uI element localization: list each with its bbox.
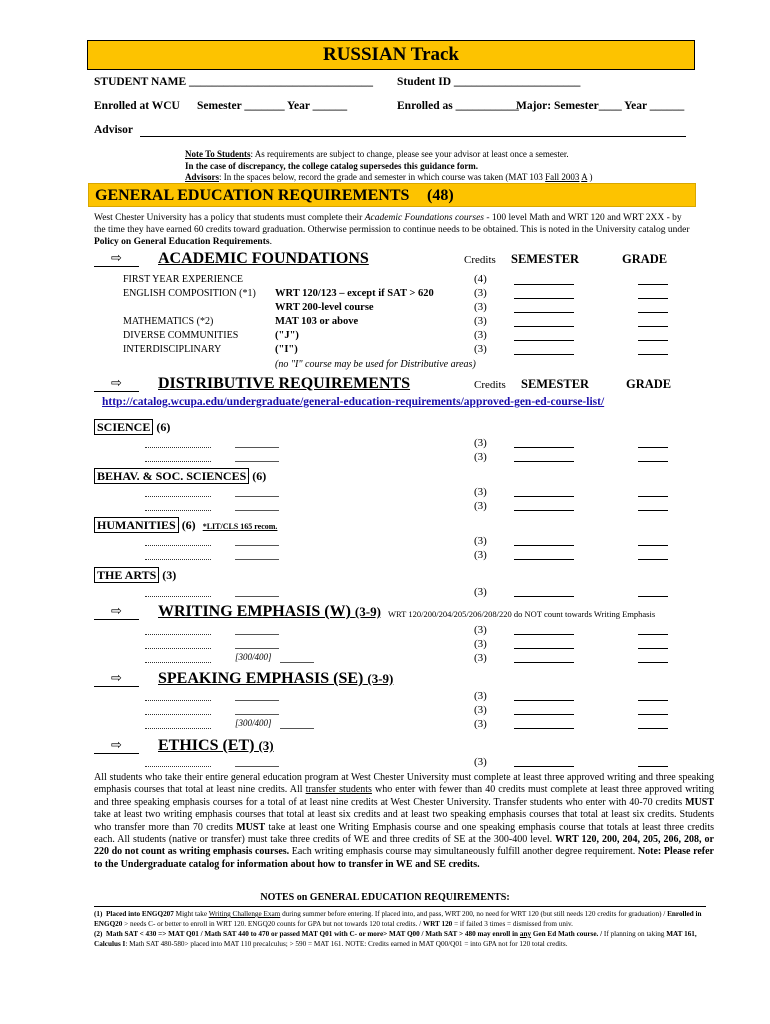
semester-blank[interactable] (514, 354, 574, 355)
af-course: WRT 200-level course (275, 302, 374, 313)
af-requirement-label: FIRST YEAR EXPERIENCE (123, 274, 244, 285)
academic-foundations-heading: ACADEMIC FOUNDATIONS (158, 250, 369, 267)
af-credits: (3) (474, 287, 487, 299)
course-blank[interactable] (145, 496, 211, 497)
course-blank[interactable] (235, 496, 279, 497)
course-blank[interactable] (235, 766, 279, 767)
grade-blank[interactable] (638, 634, 668, 635)
gen-ed-heading: GENERAL EDUCATION REQUIREMENTS (48) (88, 183, 696, 207)
grade-blank[interactable] (638, 766, 668, 767)
writing-emphasis-heading: WRITING EMPHASIS (W) (3-9) (158, 603, 381, 620)
course-blank[interactable] (235, 447, 279, 448)
enrolled-at-label: Enrolled at WCU (94, 100, 180, 112)
grade-blank[interactable] (638, 545, 668, 546)
discrepancy-note: In the case of discrepancy, the college catalog supersedes this guidance form. (185, 161, 479, 171)
grade-blank[interactable] (638, 340, 668, 341)
major-field[interactable]: Major: Semester____ Year ______ (516, 100, 685, 112)
enrolled-as-field[interactable]: Enrolled as ___________ (397, 100, 519, 112)
credits-header: Credits (474, 379, 506, 391)
course-blank[interactable] (145, 634, 211, 635)
student-id-field[interactable]: Student ID ______________________ (397, 76, 581, 88)
arrow-icon: ⇨ (94, 671, 139, 687)
credits-value: (3) (474, 451, 487, 463)
credits-value: (3) (474, 586, 487, 598)
credits-value: (3) (474, 652, 487, 664)
arrow-icon: ⇨ (94, 604, 139, 620)
note-2: (2) Math SAT < 430 => MAT Q01 / Math SAT 440 to 470 or passed MAT Q01 with C- or more> MAT Q00 / Math SAT > 480 may enroll in any Gen Ed Math course. / If planning on taking MAT 161, Calculus I: Math SAT 480-580> placed into MAT 110 precalculus; > 590 = MAT 161. NOTE: Credits earned in MAT Q00/Q01 = into GPA not for 120 total credits. (94, 930, 697, 948)
arrow-icon: ⇨ (94, 251, 139, 267)
semester-field[interactable]: Semester _______ (197, 100, 285, 112)
grade-blank[interactable] (638, 662, 668, 663)
grade-blank[interactable] (638, 559, 668, 560)
course-blank[interactable] (145, 662, 211, 663)
arrow-icon: ⇨ (94, 376, 139, 392)
advisor-label: Advisor (94, 124, 133, 136)
course-blank[interactable] (235, 714, 279, 715)
distributive-heading: DISTRIBUTIVE REQUIREMENTS (158, 375, 411, 392)
course-blank[interactable] (145, 447, 211, 448)
grade-blank[interactable] (638, 728, 668, 729)
semester-blank[interactable] (514, 700, 574, 701)
semester-blank[interactable] (514, 662, 574, 663)
semester-blank[interactable] (514, 545, 574, 546)
af-credits: (3) (474, 315, 487, 327)
course-blank[interactable] (145, 648, 211, 649)
semester-blank[interactable] (514, 728, 574, 729)
course-blank[interactable] (145, 559, 211, 560)
credits-value: (3) (474, 486, 487, 498)
gen-ed-policy: West Chester University has a policy that students must complete their Academic Foundations courses - 100 level Math and WRT 120 and WRT 2XX - by the time they have earned 60 credits toward graduation. Otherwise permission to continue needs to be obtained. This is noted in the University catalog under Policy on General Education Requirements. (94, 213, 690, 247)
humanities-label: HUMANITIES (6) *LIT/CLS 165 recom. (94, 518, 277, 533)
grade-blank[interactable] (638, 496, 668, 497)
student-name-field[interactable]: STUDENT NAME ________________________________ (94, 76, 373, 88)
credits-value: (3) (474, 624, 487, 636)
credits-value: (3) (474, 638, 487, 650)
course-blank[interactable] (235, 634, 279, 635)
semester-header: SEMESTER (511, 252, 580, 266)
af-requirement-label: ENGLISH COMPOSITION (*1) (123, 288, 256, 299)
advisors-note: Advisors: In the spaces below, record the grade and semester in which course was taken (MAT 103 Fall 2003 A ) (185, 172, 593, 182)
note-1: (1) Placed into ENGQ207 Might take Writing Challenge Exam during summer before entering. If placed into, and pass, WRT 200, no need for WRT 120 (but still needs 120 credits for graduation) / Enrolled in ENGQ20 > needs C- or better to enroll in WRT 120. ENGQ20 counts for GPA but not towards 120 total credits. / WRT 120 = if failed 3 times = dismissed from univ. (94, 910, 702, 928)
speaking-emphasis-heading: SPEAKING EMPHASIS (SE) (3-9) (158, 670, 394, 687)
course-blank[interactable] (145, 510, 211, 511)
grade-blank[interactable] (638, 312, 668, 313)
credits-value: (3) (474, 718, 487, 730)
grade-blank[interactable] (638, 447, 668, 448)
af-credits: (3) (474, 301, 487, 313)
course-blank[interactable] (280, 728, 314, 729)
speaking-level: [300/400] (235, 718, 272, 728)
ethics-heading: ETHICS (ET) (3) (158, 737, 274, 754)
semester-blank[interactable] (514, 648, 574, 649)
af-course: ("J") (275, 330, 299, 341)
grade-blank[interactable] (638, 354, 668, 355)
note-to-students: Note To Students: As requirements are subject to change, please see your advisor at least once a semester. (185, 149, 569, 159)
af-course: MAT 103 or above (275, 316, 359, 327)
arts-label: THE ARTS (3) (94, 568, 176, 583)
af-course: WRT 120/123 – except if SAT > 620 (275, 288, 434, 299)
semester-blank[interactable] (514, 510, 574, 511)
af-requirement-label: INTERDISCIPLINARY (123, 344, 222, 355)
semester-blank[interactable] (514, 634, 574, 635)
semester-blank[interactable] (514, 596, 574, 597)
course-blank[interactable] (145, 728, 211, 729)
af-credits: (3) (474, 329, 487, 341)
af-requirement-label: MATHEMATICS (*2) (123, 316, 214, 327)
grade-blank[interactable] (638, 596, 668, 597)
grade-header: GRADE (622, 252, 668, 266)
writing-note: WRT 120/200/204/205/206/208/220 do NOT count towards Writing Emphasis (388, 609, 656, 619)
course-blank[interactable] (235, 461, 279, 462)
grade-blank[interactable] (638, 648, 668, 649)
behav-label: BEHAV. & SOC. SCIENCES (6) (94, 469, 266, 484)
course-blank[interactable] (145, 766, 211, 767)
course-blank[interactable] (235, 700, 279, 701)
grade-blank[interactable] (638, 714, 668, 715)
semester-blank[interactable] (514, 284, 574, 285)
semester-blank[interactable] (514, 559, 574, 560)
semester-blank[interactable] (514, 340, 574, 341)
af-credits: (4) (474, 273, 487, 285)
course-blank[interactable] (145, 714, 211, 715)
writing-level: [300/400] (235, 652, 272, 662)
semester-blank[interactable] (514, 714, 574, 715)
course-blank[interactable] (235, 510, 279, 511)
grade-blank[interactable] (638, 700, 668, 701)
course-blank[interactable] (280, 662, 314, 663)
af-note: (no "I" course may be used for Distributive areas) (275, 359, 476, 370)
credits-header: Credits (464, 254, 496, 266)
grade-blank[interactable] (638, 461, 668, 462)
semester-blank[interactable] (514, 496, 574, 497)
course-blank[interactable] (235, 648, 279, 649)
credits-value: (3) (474, 704, 487, 716)
notes-divider (94, 906, 706, 907)
science-label: SCIENCE (6) (94, 420, 170, 435)
course-blank[interactable] (235, 559, 279, 560)
semester-blank[interactable] (514, 461, 574, 462)
credits-value: (3) (474, 437, 487, 449)
credits-value: (3) (474, 549, 487, 561)
credits-value: (3) (474, 500, 487, 512)
semester-blank[interactable] (514, 326, 574, 327)
grade-blank[interactable] (638, 298, 668, 299)
page-title: RUSSIAN Track (87, 40, 695, 70)
course-list-link[interactable]: http://catalog.wcupa.edu/undergraduate/general-education-requirements/approved-gen-ed-course-list/ (102, 396, 605, 408)
credits-value: (3) (474, 756, 487, 768)
semester-header: SEMESTER (521, 377, 590, 391)
course-blank[interactable] (235, 545, 279, 546)
course-blank[interactable] (145, 700, 211, 701)
course-blank[interactable] (235, 596, 279, 597)
year-field[interactable]: Year ______ (287, 100, 348, 112)
semester-blank[interactable] (514, 298, 574, 299)
course-blank[interactable] (145, 596, 211, 597)
notes-heading: NOTES on GENERAL EDUCATION REQUIREMENTS: (260, 892, 510, 903)
credits-value: (3) (474, 690, 487, 702)
grade-blank[interactable] (638, 510, 668, 511)
course-blank[interactable] (145, 545, 211, 546)
af-credits: (3) (474, 343, 487, 355)
writing-speaking-policy: All students who take their entire general education program at West Chester University must complete at least three approved writing and three speaking emphasis courses that total at least nine credits. All transfer students who enter with fewer than 40 credits must complete at least three approved writing and three speaking emphasis courses for a total of at least nine credits at West Chester University. Transfer students who enter with 40-70 credits MUST take at least two writing emphasis courses that total at least six credits and at least two speaking emphasis courses that total at least six credits. Students who transfer more than 70 credits MUST take at least one Writing Emphasis course and one speaking emphasis course that totals at least three credits each. All students (native or transfer) must take three credits of WE and three credits of SE at the 300-400 level. WRT 120, 200, 204, 205, 206, 208, or 220 do not count as writing emphasis courses. Each writing emphasis course may simultaneously fulfill another degree requirement. Note: Please refer to the Undergraduate catalog for information about how to transfer in WE and SE credits. (94, 772, 714, 870)
course-blank[interactable] (145, 461, 211, 462)
advisor-line[interactable] (140, 136, 686, 137)
semester-blank[interactable] (514, 447, 574, 448)
grade-header: GRADE (626, 377, 672, 391)
semester-blank[interactable] (514, 766, 574, 767)
af-requirement-label: DIVERSE COMMUNITIES (123, 330, 239, 341)
arrow-icon: ⇨ (94, 738, 139, 754)
af-course: ("I") (275, 344, 298, 355)
grade-blank[interactable] (638, 284, 668, 285)
credits-value: (3) (474, 535, 487, 547)
semester-blank[interactable] (514, 312, 574, 313)
grade-blank[interactable] (638, 326, 668, 327)
